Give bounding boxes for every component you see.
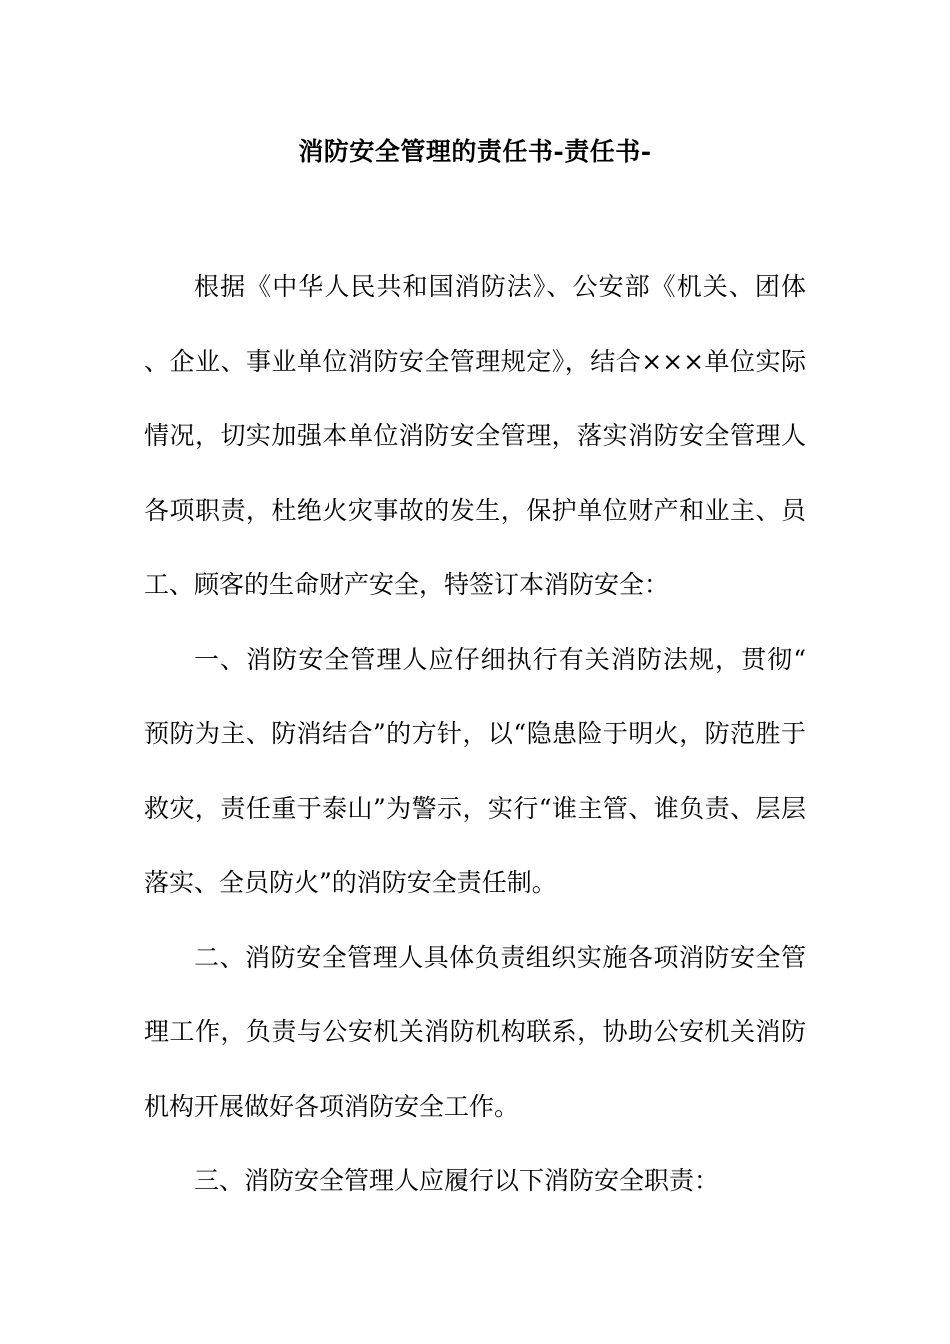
document-body bbox=[144, 250, 806, 1219]
paragraph-clause-1: 一、消防安全管理人应仔细执行有关消防法规，贯彻“预防为主、防消结合”的方针，以“隐患险于明火，防范胜于救灾，责任重于泰山”为警示，实行“谁主管、谁负责、层层落实、全员防火”的消防安全责任制。 bbox=[144, 644, 806, 897]
paragraph-intro: 根据《中华人民共和国消防法》、公安部《机关、团体、企业、事业单位消防安全管理规定》，结合×××单位实际情况，切实加强本单位消防安全管理，落实消防安全管理人各项职责，杜绝火灾事故的发生，保护单位财产和业主、员工、顾客的生命财产安全，特签订本消防安全： bbox=[144, 272, 806, 599]
paragraph-clause-3: 三、消防安全管理人应履行以下消防安全职责： bbox=[194, 1166, 720, 1195]
paragraph-clause-2: 二、消防安全管理人具体负责组织实施各项消防安全管理工作，负责与公安机关消防机构联系，协助公安机关消防机构开展做好各项消防安全工作。 bbox=[144, 942, 806, 1121]
document-title: 消防安全管理的责任书-责任书- bbox=[298, 137, 652, 166]
